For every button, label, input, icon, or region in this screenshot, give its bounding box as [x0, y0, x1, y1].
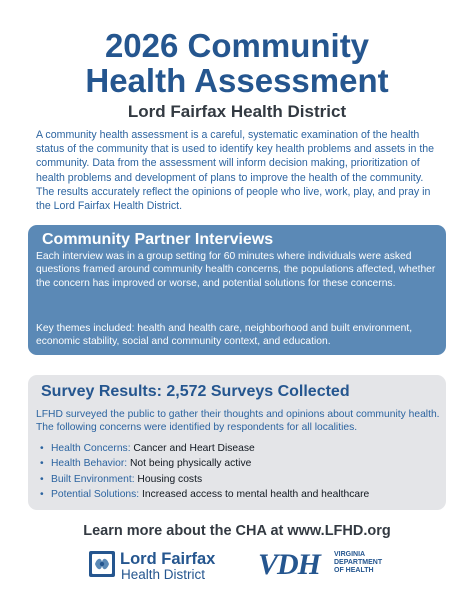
vdh-logo-line-1: VIRGINIA [334, 551, 366, 558]
vdh-logo-text [334, 551, 382, 575]
list-item-label: Potential Solutions: [51, 489, 143, 501]
list-item-value: Housing costs [137, 473, 203, 485]
interviews-section [28, 225, 446, 355]
list-item [38, 441, 369, 456]
title-line-1: 2026 Community [104, 27, 370, 64]
page-subtitle: Lord Fairfax Health District [127, 102, 347, 121]
lord-fairfax-logo [88, 550, 238, 590]
list-item-value: Increased access to mental health and healthcare [142, 489, 370, 501]
learn-more-text: Learn more about the CHA at www.LFHD.org [83, 523, 391, 539]
list-item [38, 472, 369, 487]
lord-fairfax-mark-icon [88, 550, 116, 578]
survey-title: Survey Results: 2,572 Surveys Collected [41, 383, 350, 400]
interviews-paragraph-2: Key themes included: health and health care, neighborhood and built environment, economic stability, social and community context, and education. [36, 323, 413, 348]
list-item-label: Built Environment: [51, 473, 138, 485]
interviews-paragraph-1: Each interview was in a group setting for 60 minutes where individuals were asked questions framed around community health concerns, the populations affected, whether the concern has improved or worse, and potential solutions for these concerns. [36, 251, 436, 289]
survey-results-list [38, 441, 369, 503]
intro-paragraph: A community health assessment is a careful, systematic examination of the health status of the community that is used to identify key health problems and assets in the community. Data from the assessment will inform decision making, prioritization of health problems and development of plans to improve the health of the community. The results accurately reflect the opinions of people who live, work, play, and pray in the Lord Fairfax Health District. [36, 129, 435, 213]
vdh-logo-line-2: DEPARTMENT [334, 559, 383, 566]
page-title [0, 28, 474, 98]
list-item [38, 487, 369, 502]
bullet-icon: • [40, 443, 44, 454]
vdh-logo-mark: VDH [258, 548, 321, 581]
interviews-title: Community Partner Interviews [42, 231, 274, 248]
bullet-icon: • [40, 458, 44, 470]
list-item-value: Cancer and Heart Disease [133, 443, 255, 454]
survey-section [28, 375, 446, 510]
list-item-label: Health Concerns: [51, 443, 134, 454]
list-item-value: Not being physically active [130, 458, 252, 470]
list-item [38, 456, 369, 471]
list-item-label: Health Behavior: [51, 458, 130, 470]
survey-paragraph: LFHD surveyed the public to gather their thoughts and opinions about community health. The following concerns were identified by respondents for all localities. [36, 409, 440, 434]
bullet-icon: • [40, 473, 44, 485]
vdh-logo [258, 548, 398, 588]
vdh-logo-line-3: OF HEALTH [334, 567, 374, 574]
lord-fairfax-logo-name: Lord Fairfax [120, 550, 216, 568]
lord-fairfax-logo-subname: Health District [121, 567, 206, 582]
bullet-icon: • [40, 489, 44, 501]
title-line-2: Health Assessment [85, 62, 389, 99]
